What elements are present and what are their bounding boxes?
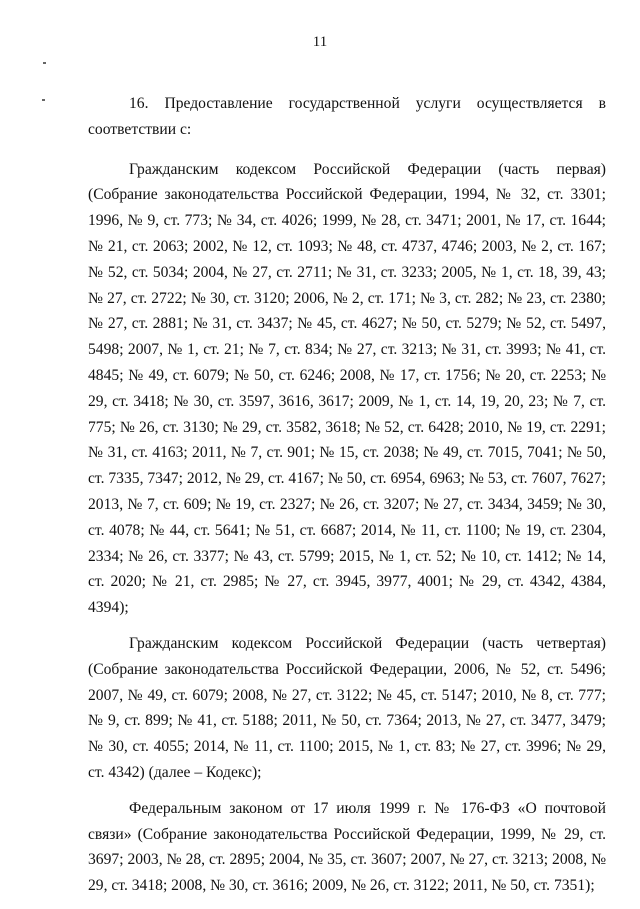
margin-mark [43, 62, 46, 64]
paragraph-postal-law: Федеральным законом от 17 июля 1999 г. № 176-ФЗ «О почтовой связи» (Собрание законодательства Российской Федерации, 1999, № 29, ст. 3697; 2003, № 28, ст. 2895; 2004, № 35, ст. 3607; 2007, № 27, ст. 3213; 2008, № 29, ст. 3418; 2008, № 30, ст. 3616; 2009, № 26, ст. 3122; 2011, № 50, ст. 7351); [88, 799, 606, 895]
page-number: 11 [312, 34, 328, 50]
paragraph-civil-code-part-one: Гражданским кодексом Российской Федерации (часть первая) (Собрание законодательства Российской Федерации, 1994, № 32, ст. 3301; 1996, № 9, ст. 773; № 34, ст. 4026; 1999, № 28, ст. 3471; 2001, № 17, ст. 1644; № 21, ст. 2063; 2002, № 12, ст. 1093; № 48, ст. 4737, 4746; 2003, № 2, ст. 167; № 52, ст. 5034; 2004, № 27, ст. 2711; № 31, ст. 3233; 2005, № 1, ст. 18, 39, 43; № 27, ст. 2722; № 30, ст. 3120; 2006, № 2, ст. 171; № 3, ст. 282; № 23, ст. 2380; № 27, ст. 2881; № 31, ст. 3437; № 45, ст. 4627; № 50, ст. 5279; № 52, ст. 5497, 5498; 2007, № 1, ст. 21; № 7, ст. 834; № 27, ст. 3213; № 31, ст. 3993; № 41, ст. 4845; № 49, ст. 6079; № 50, ст. 6246; 2008, № 17, ст. 1756; № 20, ст. 2253; № 29, ст. 3418; № 30, ст. 3597, 3616, 3617; 2009, № 1, ст. 14, 19, 20, 23; № 7, ст. 775; № 26, ст. 3130; № 29, ст. 3582, 3618; № 52, ст. 6428; 2010, № 19, ст. 2291; № 31, ст. 4163; 2011, № 7, ст. 901; № 15, ст. 2038; № 49, ст. 7015, 7041; № 50, ст. 7335, 7347; 2012, № 29, ст. 4167; № 50, ст. 6954, 6963; № 53, ст. 7607, 7627; 2013, № 7, ст. 609; № 19, ст. 2327; № 26, ст. 3207; № 27, ст. 3434, 3459; № 30, ст. 4078; № 44, ст. 5641; № 51, ст. 6687; 2014, № 11, ст. 1100; № 19, ст. 2304, 2334; № 26, ст. 3377; № 43, ст. 5799; 2015, № 1, ст. 52; № 10, ст. 1412; № 14, ст. 2020; № 21, ст. 2985; № 27, ст. 3945, 3977, 4001; № 29, ст. 4342, 4384, 4394); [88, 160, 606, 617]
margin-mark [42, 99, 45, 101]
document-body [88, 91, 606, 909]
paragraph-civil-code-part-four: Гражданским кодексом Российской Федерации (часть четвертая) (Собрание законодательства Российской Федерации, 2006, № 52, ст. 5496; 2007, № 49, ст. 6079; 2008, № 27, ст. 3122; № 45, ст. 5147; 2010, № 8, ст. 777; № 9, ст. 899; № 41, ст. 5188; 2011, № 50, ст. 7364; 2013, № 27, ст. 3477, 3479; № 30, ст. 4055; 2014, № 11, ст. 1100; 2015, № 1, ст. 83; № 27, ст. 3996; № 29, ст. 4342) (далее – Кодекс); [88, 634, 606, 781]
paragraph-intro: 16. Предоставление государственной услуги осуществляется в соответствии с: [88, 95, 606, 138]
